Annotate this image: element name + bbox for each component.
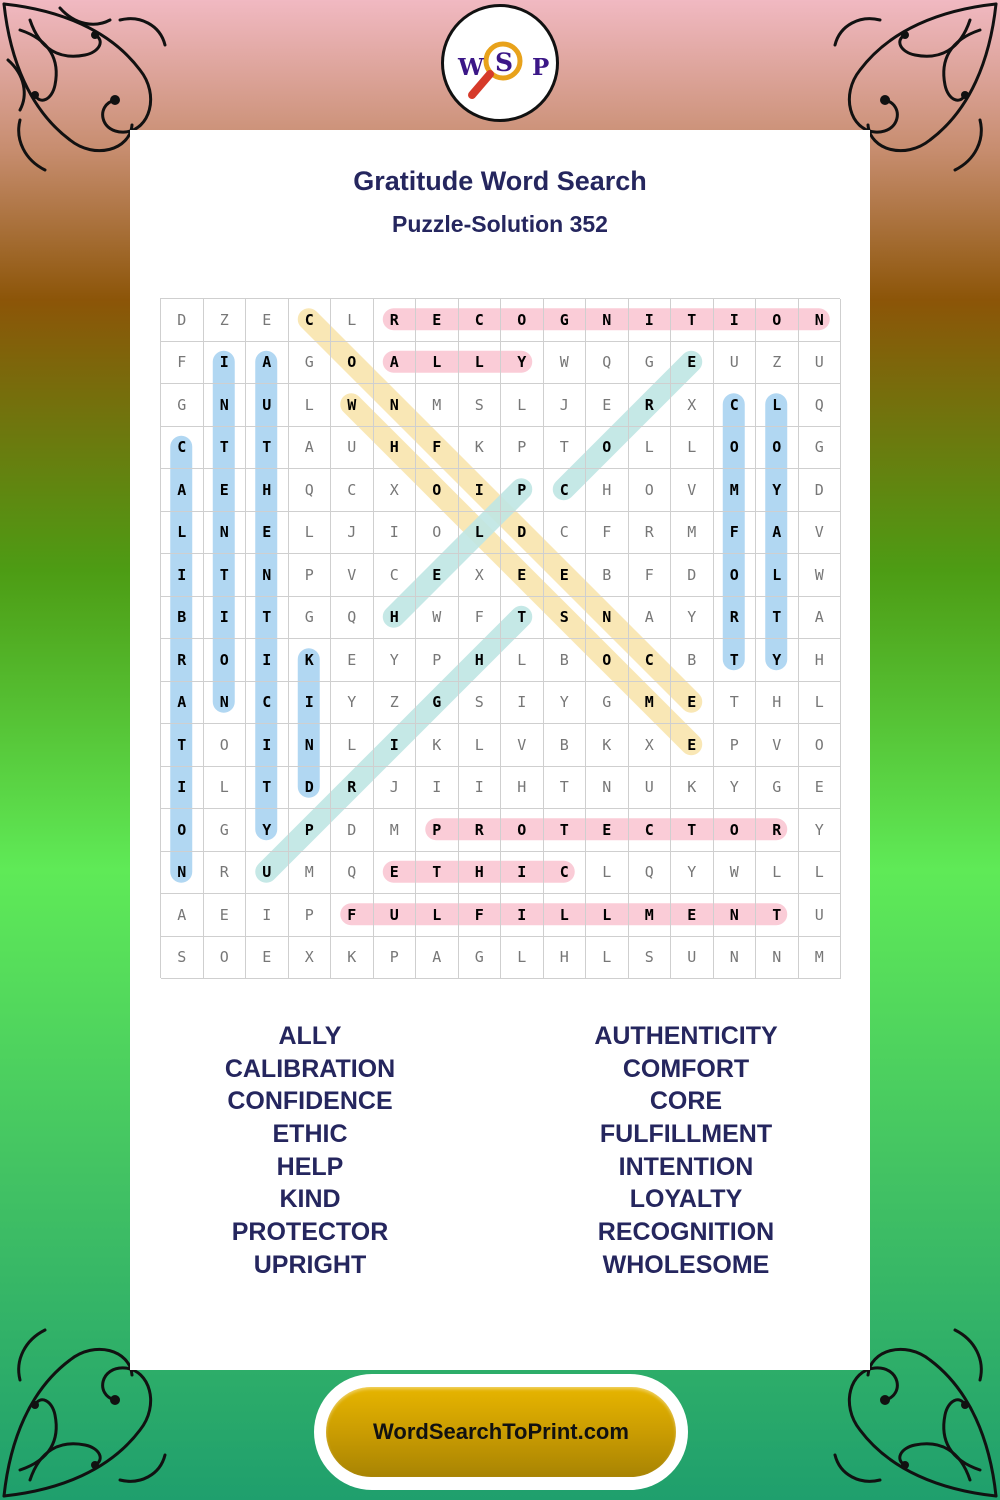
grid-cell[interactable]: Z <box>756 342 799 385</box>
grid-cell[interactable]: H <box>374 427 417 470</box>
grid-cell[interactable]: Q <box>799 384 842 427</box>
grid-cell[interactable]: S <box>161 937 204 980</box>
grid-cell[interactable]: G <box>756 767 799 810</box>
grid-cell[interactable]: W <box>799 554 842 597</box>
grid-cell[interactable]: O <box>629 469 672 512</box>
grid-cell[interactable]: N <box>289 724 332 767</box>
grid-cell[interactable]: J <box>331 512 374 555</box>
grid-cell[interactable]: W <box>714 852 757 895</box>
grid-cell[interactable]: O <box>799 724 842 767</box>
grid-cell[interactable]: N <box>204 384 247 427</box>
grid-cell[interactable]: E <box>671 724 714 767</box>
grid-cell[interactable]: O <box>204 937 247 980</box>
grid-cell[interactable]: T <box>756 894 799 937</box>
grid-cell[interactable]: U <box>799 894 842 937</box>
grid-cell[interactable]: E <box>204 894 247 937</box>
word-list-item: UPRIGHT <box>253 1250 367 1279</box>
grid-cell[interactable]: D <box>799 469 842 512</box>
grid-cell[interactable]: N <box>161 852 204 895</box>
grid-cell[interactable]: L <box>331 299 374 342</box>
grid-cell[interactable]: C <box>544 469 587 512</box>
word-list-item: CONFIDENCE <box>227 1087 393 1116</box>
grid-cell[interactable]: I <box>629 299 672 342</box>
grid-cell[interactable]: L <box>331 724 374 767</box>
grid-cell[interactable]: I <box>246 894 289 937</box>
grid-cell[interactable]: R <box>629 512 672 555</box>
grid-cell[interactable]: U <box>671 937 714 980</box>
grid-cell[interactable]: C <box>629 809 672 852</box>
grid-cell[interactable]: Y <box>544 682 587 725</box>
grid-cell[interactable]: A <box>161 469 204 512</box>
grid-cell[interactable]: L <box>544 894 587 937</box>
grid-cell[interactable]: L <box>756 852 799 895</box>
grid-cell[interactable]: O <box>416 512 459 555</box>
grid-cell[interactable]: H <box>374 597 417 640</box>
grid-cell[interactable]: E <box>671 682 714 725</box>
grid-cell[interactable]: R <box>714 597 757 640</box>
grid-cell[interactable]: Q <box>331 597 374 640</box>
grid-cell[interactable]: Y <box>671 852 714 895</box>
grid-cell[interactable]: D <box>289 767 332 810</box>
grid-cell[interactable]: H <box>459 852 502 895</box>
footer-badge <box>314 1374 688 1490</box>
grid-cell[interactable]: U <box>246 384 289 427</box>
grid-cell[interactable]: K <box>586 724 629 767</box>
grid-cell[interactable]: M <box>416 384 459 427</box>
grid-cell[interactable]: O <box>204 639 247 682</box>
grid-cell[interactable]: F <box>416 427 459 470</box>
grid-cell[interactable]: T <box>161 724 204 767</box>
grid-cell[interactable]: Q <box>586 342 629 385</box>
grid-cell[interactable]: B <box>544 639 587 682</box>
grid-cell[interactable]: N <box>586 767 629 810</box>
grid-cell[interactable]: T <box>246 427 289 470</box>
grid-cell[interactable]: Q <box>331 852 374 895</box>
grid-cell[interactable]: J <box>544 384 587 427</box>
word-list-item: KIND <box>279 1185 341 1214</box>
grid-cell[interactable]: D <box>331 809 374 852</box>
grid-cell[interactable]: H <box>586 469 629 512</box>
word-grid-area <box>160 298 840 978</box>
grid-cell[interactable]: R <box>204 852 247 895</box>
grid-cell[interactable]: G <box>459 937 502 980</box>
grid-cell[interactable]: E <box>671 894 714 937</box>
grid-cell[interactable]: A <box>246 342 289 385</box>
grid-cell[interactable]: H <box>501 767 544 810</box>
grid-cell[interactable]: T <box>416 852 459 895</box>
grid-cell[interactable]: M <box>714 469 757 512</box>
grid-cell[interactable]: N <box>586 299 629 342</box>
grid-cell[interactable]: O <box>756 299 799 342</box>
grid-cell[interactable]: J <box>374 767 417 810</box>
grid-cell[interactable]: A <box>416 937 459 980</box>
word-list-left <box>130 1020 490 1282</box>
grid-cell[interactable]: G <box>586 682 629 725</box>
grid-cell[interactable]: G <box>161 384 204 427</box>
grid-cell[interactable]: P <box>289 809 332 852</box>
word-list-item: ALLY <box>278 1022 342 1050</box>
grid-cell[interactable]: M <box>289 852 332 895</box>
word-list-item: HELP <box>276 1152 344 1181</box>
grid-cell[interactable]: V <box>756 724 799 767</box>
grid-cell[interactable]: L <box>756 554 799 597</box>
grid-cell[interactable]: I <box>204 342 247 385</box>
grid-cell[interactable]: Q <box>289 469 332 512</box>
grid-cell[interactable]: X <box>289 937 332 980</box>
grid-cell[interactable]: L <box>459 342 502 385</box>
grid-cell[interactable]: F <box>331 894 374 937</box>
site-link[interactable]: WordSearchToPrint.com <box>326 1387 676 1477</box>
grid-cell[interactable]: C <box>161 427 204 470</box>
grid-cell[interactable]: B <box>671 639 714 682</box>
grid-cell[interactable]: O <box>756 427 799 470</box>
grid-cell[interactable]: I <box>501 682 544 725</box>
grid-cell[interactable]: F <box>459 894 502 937</box>
grid-cell[interactable]: L <box>289 384 332 427</box>
grid-cell[interactable]: Y <box>714 767 757 810</box>
grid-cell[interactable]: I <box>501 852 544 895</box>
grid-cell[interactable]: E <box>671 342 714 385</box>
grid-cell[interactable]: W <box>416 597 459 640</box>
grid-cell[interactable]: V <box>331 554 374 597</box>
grid-cell[interactable]: E <box>544 554 587 597</box>
grid-cell[interactable]: N <box>246 554 289 597</box>
grid-cell[interactable]: E <box>204 469 247 512</box>
grid-cell[interactable]: N <box>374 384 417 427</box>
grid-cell[interactable]: F <box>714 512 757 555</box>
grid-cell[interactable]: O <box>416 469 459 512</box>
grid-cell[interactable]: Y <box>671 597 714 640</box>
grid-cell[interactable]: C <box>629 639 672 682</box>
grid-cell[interactable]: P <box>416 809 459 852</box>
grid-cell[interactable]: L <box>161 512 204 555</box>
word-list-item: ETHIC <box>272 1120 348 1149</box>
grid-cell[interactable]: I <box>289 682 332 725</box>
grid-cell[interactable]: O <box>501 809 544 852</box>
grid-cell[interactable]: L <box>416 342 459 385</box>
grid-cell[interactable]: A <box>161 894 204 937</box>
grid-cell[interactable]: N <box>756 937 799 980</box>
grid-cell[interactable]: Q <box>629 852 672 895</box>
grid-cell[interactable]: O <box>586 427 629 470</box>
grid-cell[interactable]: L <box>204 767 247 810</box>
grid-cell[interactable]: X <box>671 384 714 427</box>
grid-cell[interactable]: H <box>544 937 587 980</box>
grid-cell[interactable]: L <box>586 937 629 980</box>
grid-cell[interactable]: P <box>289 554 332 597</box>
grid-cell[interactable]: S <box>459 384 502 427</box>
grid-cell[interactable]: G <box>544 299 587 342</box>
grid-cell[interactable]: R <box>331 767 374 810</box>
grid-cell[interactable]: H <box>459 639 502 682</box>
grid-cell[interactable]: P <box>501 427 544 470</box>
grid-cell[interactable]: P <box>416 639 459 682</box>
grid-cell[interactable]: R <box>374 299 417 342</box>
grid-cell[interactable]: E <box>246 512 289 555</box>
grid-cell[interactable]: E <box>501 554 544 597</box>
grid-cell[interactable]: E <box>374 852 417 895</box>
grid-cell[interactable]: C <box>246 682 289 725</box>
letter-grid <box>160 298 840 978</box>
grid-cell[interactable]: T <box>544 427 587 470</box>
grid-cell[interactable]: A <box>629 597 672 640</box>
grid-cell[interactable]: U <box>799 342 842 385</box>
grid-cell[interactable]: T <box>246 767 289 810</box>
grid-cell[interactable]: I <box>501 894 544 937</box>
grid-cell[interactable]: Y <box>756 469 799 512</box>
grid-cell[interactable]: V <box>799 512 842 555</box>
grid-cell[interactable]: F <box>586 512 629 555</box>
grid-cell[interactable]: V <box>501 724 544 767</box>
grid-cell[interactable]: Z <box>374 682 417 725</box>
grid-cell[interactable]: X <box>374 469 417 512</box>
grid-cell[interactable]: O <box>204 724 247 767</box>
word-list-item: FULFILLMENT <box>599 1120 773 1149</box>
grid-cell[interactable]: U <box>374 894 417 937</box>
grid-cell[interactable]: H <box>756 682 799 725</box>
grid-cell[interactable]: Y <box>246 809 289 852</box>
grid-cell[interactable]: Y <box>756 639 799 682</box>
grid-cell[interactable]: M <box>629 894 672 937</box>
grid-cell[interactable]: L <box>501 639 544 682</box>
grid-cell[interactable]: G <box>799 427 842 470</box>
grid-cell[interactable]: V <box>671 469 714 512</box>
grid-cell[interactable]: N <box>204 512 247 555</box>
grid-cell[interactable]: Y <box>331 682 374 725</box>
grid-cell[interactable]: N <box>204 682 247 725</box>
grid-cell[interactable]: O <box>714 427 757 470</box>
word-list-item: INTENTION <box>618 1152 754 1181</box>
puzzle-card <box>130 130 870 1370</box>
word-list-item: WHOLESOME <box>602 1250 770 1279</box>
grid-cell[interactable]: T <box>671 809 714 852</box>
grid-cell[interactable]: A <box>374 342 417 385</box>
grid-cell[interactable]: C <box>459 299 502 342</box>
grid-cell[interactable]: R <box>161 639 204 682</box>
grid-cell[interactable]: O <box>714 809 757 852</box>
grid-cell[interactable]: P <box>374 937 417 980</box>
grid-cell[interactable]: K <box>671 767 714 810</box>
grid-cell[interactable]: S <box>629 937 672 980</box>
grid-cell[interactable]: N <box>714 937 757 980</box>
grid-cell[interactable]: H <box>246 469 289 512</box>
grid-cell[interactable]: R <box>629 384 672 427</box>
grid-cell[interactable]: I <box>374 724 417 767</box>
word-list-item: COMFORT <box>622 1054 750 1083</box>
grid-cell[interactable]: F <box>629 554 672 597</box>
grid-cell[interactable]: D <box>671 554 714 597</box>
grid-cell[interactable]: F <box>459 597 502 640</box>
grid-cell[interactable]: K <box>416 724 459 767</box>
grid-cell[interactable]: E <box>246 299 289 342</box>
grid-cell[interactable]: O <box>586 639 629 682</box>
grid-cell[interactable]: O <box>331 342 374 385</box>
word-list-right <box>506 1020 866 1282</box>
grid-cell[interactable]: L <box>459 512 502 555</box>
site-logo[interactable] <box>441 4 559 122</box>
grid-cell[interactable]: L <box>459 724 502 767</box>
grid-cell[interactable]: N <box>799 299 842 342</box>
word-list-item: CORE <box>649 1087 723 1116</box>
grid-cell[interactable]: I <box>374 512 417 555</box>
grid-cell[interactable]: U <box>714 342 757 385</box>
grid-cell[interactable]: Y <box>374 639 417 682</box>
word-list-item: AUTHENTICITY <box>594 1022 778 1050</box>
grid-cell[interactable]: C <box>289 299 332 342</box>
grid-cell[interactable]: L <box>799 682 842 725</box>
grid-cell[interactable]: M <box>374 809 417 852</box>
page-subtitle: Puzzle-Solution 352 <box>392 211 608 237</box>
grid-cell[interactable]: T <box>756 597 799 640</box>
logo-letter-p: P <box>532 54 550 81</box>
grid-cell[interactable]: C <box>544 512 587 555</box>
grid-cell[interactable]: Z <box>204 299 247 342</box>
grid-cell[interactable]: T <box>671 299 714 342</box>
grid-cell[interactable]: I <box>416 767 459 810</box>
grid-cell[interactable]: S <box>544 597 587 640</box>
grid-cell[interactable]: U <box>331 427 374 470</box>
grid-cell[interactable]: I <box>459 469 502 512</box>
grid-cell[interactable]: K <box>331 937 374 980</box>
grid-cell[interactable]: R <box>756 809 799 852</box>
grid-cell[interactable]: B <box>586 554 629 597</box>
grid-cell[interactable]: O <box>161 809 204 852</box>
grid-cell[interactable]: I <box>246 724 289 767</box>
grid-cell[interactable]: I <box>161 767 204 810</box>
grid-cell[interactable]: C <box>544 852 587 895</box>
grid-cell[interactable]: L <box>586 894 629 937</box>
grid-cell[interactable]: I <box>204 597 247 640</box>
grid-cell[interactable]: M <box>799 937 842 980</box>
grid-cell[interactable]: L <box>416 894 459 937</box>
grid-cell[interactable]: M <box>629 682 672 725</box>
grid-cell[interactable]: D <box>501 512 544 555</box>
grid-cell[interactable]: D <box>161 299 204 342</box>
grid-cell[interactable]: E <box>246 937 289 980</box>
grid-cell[interactable]: E <box>799 767 842 810</box>
grid-cell[interactable]: L <box>501 937 544 980</box>
grid-cell[interactable]: O <box>714 554 757 597</box>
word-list-item: CALIBRATION <box>224 1054 396 1083</box>
grid-cell[interactable]: T <box>204 427 247 470</box>
grid-cell[interactable]: P <box>714 724 757 767</box>
grid-cell[interactable]: E <box>331 639 374 682</box>
grid-cell[interactable]: B <box>544 724 587 767</box>
grid-cell[interactable]: L <box>671 427 714 470</box>
grid-cell[interactable]: T <box>714 639 757 682</box>
grid-cell[interactable]: G <box>629 342 672 385</box>
grid-cell[interactable]: S <box>459 682 502 725</box>
grid-cell[interactable]: A <box>289 427 332 470</box>
grid-cell[interactable]: C <box>331 469 374 512</box>
grid-cell[interactable]: G <box>416 682 459 725</box>
logo-letter-w: W <box>458 54 484 81</box>
grid-cell[interactable]: X <box>629 724 672 767</box>
grid-cell[interactable]: I <box>246 639 289 682</box>
grid-cell[interactable]: N <box>714 894 757 937</box>
grid-cell[interactable]: Y <box>799 809 842 852</box>
grid-cell[interactable]: B <box>161 597 204 640</box>
grid-cell[interactable]: I <box>161 554 204 597</box>
grid-cell[interactable]: C <box>714 384 757 427</box>
page-title: Gratitude Word Search <box>353 166 647 196</box>
grid-cell[interactable]: Y <box>501 342 544 385</box>
word-list-item: PROTECTOR <box>231 1218 389 1247</box>
grid-cell[interactable]: L <box>629 427 672 470</box>
grid-cell[interactable]: C <box>374 554 417 597</box>
grid-cell[interactable]: L <box>501 384 544 427</box>
grid-cell[interactable]: E <box>416 299 459 342</box>
grid-cell[interactable]: W <box>544 342 587 385</box>
grid-cell[interactable]: T <box>544 809 587 852</box>
grid-cell[interactable]: G <box>204 809 247 852</box>
grid-cell[interactable]: U <box>629 767 672 810</box>
grid-cell[interactable]: R <box>459 809 502 852</box>
grid-cell[interactable]: N <box>586 597 629 640</box>
grid-cell[interactable]: O <box>501 299 544 342</box>
grid-cell[interactable]: P <box>501 469 544 512</box>
grid-cell[interactable]: E <box>586 384 629 427</box>
grid-cell[interactable]: L <box>289 512 332 555</box>
grid-cell[interactable]: T <box>544 767 587 810</box>
word-list-item: RECOGNITION <box>597 1218 775 1247</box>
grid-cell[interactable]: F <box>161 342 204 385</box>
grid-cell[interactable]: T <box>204 554 247 597</box>
grid-cell[interactable]: W <box>331 384 374 427</box>
grid-cell[interactable]: T <box>246 597 289 640</box>
word-list-item: LOYALTY <box>629 1185 743 1214</box>
grid-cell[interactable]: A <box>756 512 799 555</box>
grid-cell[interactable]: P <box>289 894 332 937</box>
grid-cell[interactable]: X <box>459 554 502 597</box>
grid-cell[interactable]: I <box>459 767 502 810</box>
grid-cell[interactable]: T <box>714 682 757 725</box>
grid-cell[interactable]: L <box>586 852 629 895</box>
grid-cell[interactable]: I <box>714 299 757 342</box>
grid-cell[interactable]: K <box>459 427 502 470</box>
grid-cell[interactable]: M <box>671 512 714 555</box>
grid-cell[interactable]: L <box>756 384 799 427</box>
grid-cell[interactable]: A <box>161 682 204 725</box>
logo-letter-s: S <box>495 48 514 77</box>
grid-cell[interactable]: A <box>799 597 842 640</box>
grid-cell[interactable]: K <box>289 639 332 682</box>
grid-cell[interactable]: T <box>501 597 544 640</box>
grid-cell[interactable]: E <box>416 554 459 597</box>
grid-cell[interactable]: H <box>799 639 842 682</box>
grid-cell[interactable]: L <box>799 852 842 895</box>
grid-cell[interactable]: E <box>586 809 629 852</box>
grid-cell[interactable]: U <box>246 852 289 895</box>
grid-cell[interactable]: G <box>289 597 332 640</box>
grid-cell[interactable]: G <box>289 342 332 385</box>
